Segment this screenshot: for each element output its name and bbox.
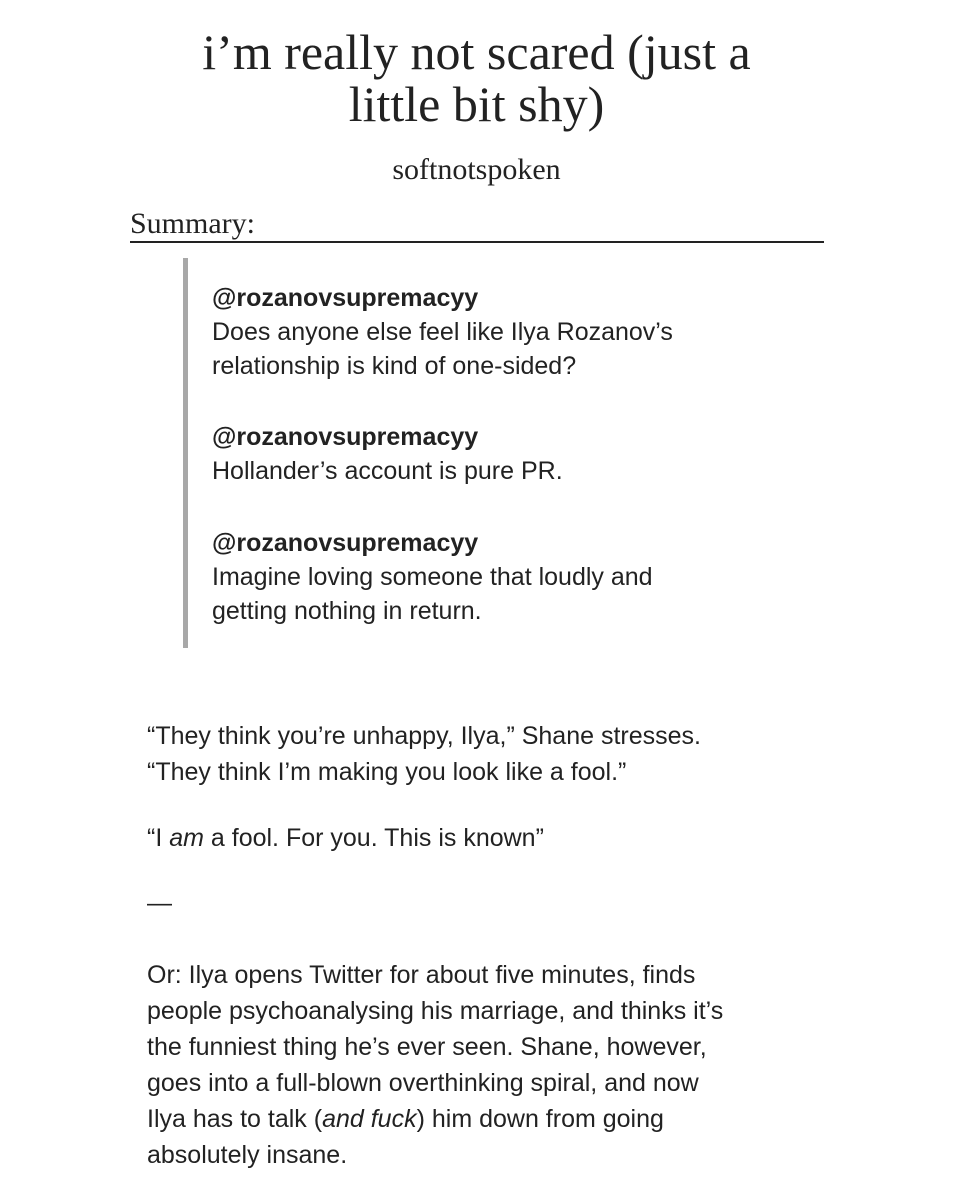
dialogue-paragraph <box>147 718 827 790</box>
tweet-text-line: relationship is kind of one-sided? <box>212 352 577 380</box>
quoted-tweet <box>212 526 772 628</box>
dialogue-line: “They think I’m making you look like a fool.” <box>147 758 627 786</box>
quoted-tweet <box>212 281 772 383</box>
description-text: Ilya has to talk ( <box>147 1105 323 1133</box>
tweet-text-line: Imagine loving someone that loudly and <box>212 563 653 591</box>
work-title <box>0 26 953 130</box>
tweet-handle: @rozanovsupremacyy <box>212 284 479 312</box>
work-title-line-1: i’m really not scared (just a <box>202 24 751 80</box>
work-title-line-2: little bit shy) <box>348 76 605 132</box>
dialogue-text: a fool. For you. This is known” <box>203 824 544 852</box>
quoted-tweet <box>212 420 772 488</box>
description-text: ) him down from going <box>416 1105 664 1133</box>
author-name[interactable]: softnotspoken <box>392 153 561 186</box>
summary-heading: Summary: <box>130 207 824 243</box>
tweet-text-line: getting nothing in return. <box>212 597 482 625</box>
tweet-text-line: Hollander’s account is pure PR. <box>212 457 563 485</box>
tweet-text-line: Does anyone else feel like Ilya Rozanov’s <box>212 318 673 346</box>
description-line: absolutely insane. <box>147 1141 348 1169</box>
tweet-handle: @rozanovsupremacyy <box>212 529 479 557</box>
description-line: goes into a full-blown overthinking spiral, and now <box>147 1069 699 1097</box>
dialogue-line: “They think you’re unhappy, Ilya,” Shane stresses. <box>147 722 701 750</box>
summary-blockquote <box>183 258 783 648</box>
description-line: people psychoanalysing his marriage, and thinks it’s <box>147 997 724 1025</box>
dialogue-paragraph <box>147 820 827 856</box>
emphasized-text: and fuck <box>322 1105 417 1133</box>
description-paragraph <box>147 957 827 1173</box>
dialogue-text: “I <box>147 824 170 852</box>
description-line: the funniest thing he’s ever seen. Shane, however, <box>147 1033 707 1061</box>
emphasized-text: am <box>169 824 204 852</box>
separator-dash: — <box>147 889 172 917</box>
description-line: Or: Ilya opens Twitter for about five minutes, finds <box>147 961 696 989</box>
description-line <box>147 1101 827 1137</box>
tweet-handle: @rozanovsupremacyy <box>212 423 479 451</box>
